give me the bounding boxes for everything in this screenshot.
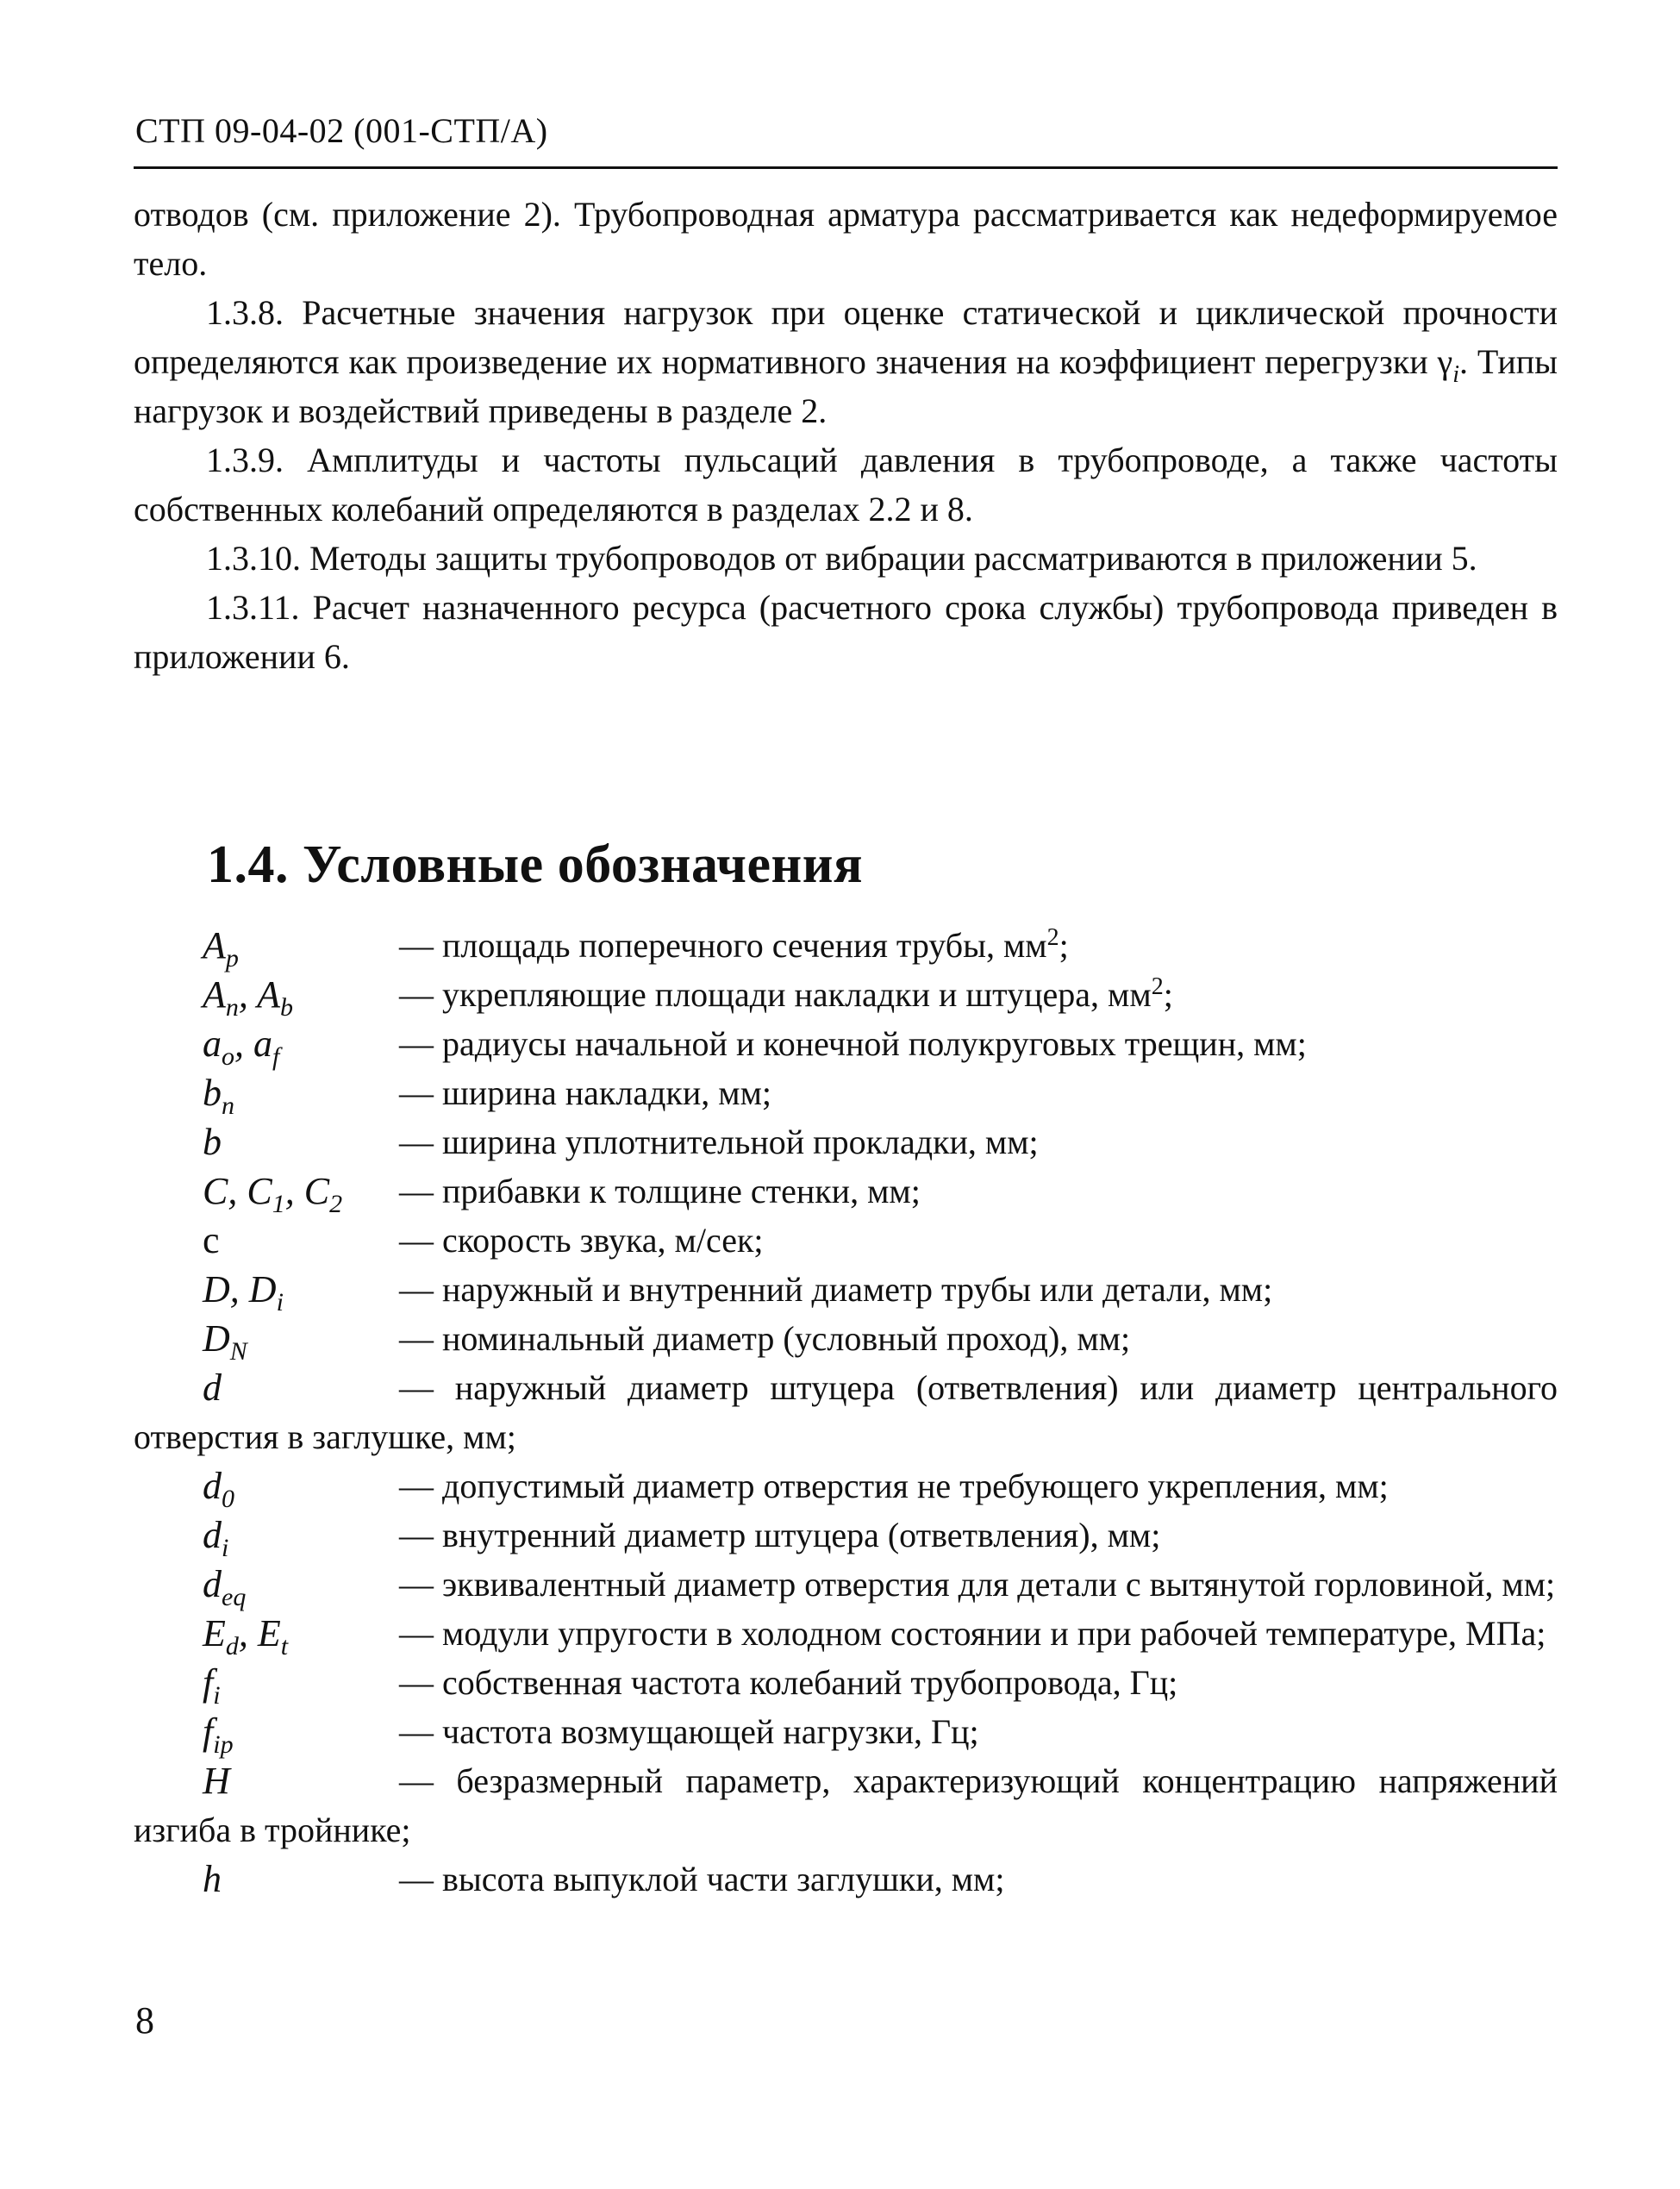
symbol-main: d bbox=[203, 1465, 222, 1507]
symbol-main: a bbox=[203, 1023, 222, 1065]
header-rule bbox=[134, 166, 1558, 169]
definition-item bbox=[134, 1510, 1558, 1560]
definition-symbol bbox=[203, 921, 239, 973]
symbol-main: d bbox=[203, 1514, 222, 1556]
definition-description bbox=[399, 975, 1173, 1014]
definition-item bbox=[134, 1707, 1558, 1759]
definition-symbol bbox=[203, 1707, 234, 1759]
definition-item bbox=[134, 1461, 1558, 1513]
definition-symbol bbox=[203, 1609, 289, 1661]
definition-description: — высота выпуклой части заглушки, мм; bbox=[399, 1860, 1005, 1898]
page-number: 8 bbox=[135, 1999, 154, 2042]
paragraph-1-3-11: 1.3.11. Расчет назначенного ресурса (расчетного срока службы) трубопровода приведен в приложении 6. bbox=[134, 588, 1558, 676]
definition-item bbox=[134, 1560, 1558, 1609]
section-title: 1.4. Условные обозначения bbox=[207, 835, 864, 894]
definition-symbol bbox=[203, 1363, 222, 1412]
unit-superscript: 2 bbox=[1151, 973, 1164, 1000]
definition-symbol bbox=[203, 1166, 342, 1216]
running-header: СТП 09-04-02 (001-СТП/А) bbox=[135, 111, 548, 150]
symbol-main: C, C bbox=[203, 1170, 272, 1212]
definition-item bbox=[134, 970, 1558, 1022]
definition-description: — прибавки к толщине стенки, мм; bbox=[399, 1172, 921, 1210]
symbol-subscript: ip bbox=[213, 1730, 234, 1759]
definition-item bbox=[134, 1314, 1558, 1366]
paragraph-1-3-10: 1.3.10. Методы защиты трубопроводов от вибрации рассматриваются в приложении 5. bbox=[206, 539, 1477, 578]
definition-description: — ширина уплотнительной прокладки, мм; bbox=[399, 1123, 1039, 1161]
definition-item bbox=[134, 1265, 1558, 1317]
definition-symbol bbox=[203, 1314, 247, 1366]
definition-item bbox=[134, 1363, 1558, 1461]
definition-description: — радиусы начальной и конечной полукруговых трещин, мм; bbox=[399, 1024, 1307, 1063]
symbol-subscript: 1 bbox=[272, 1190, 285, 1218]
symbol-main: H bbox=[203, 1760, 230, 1802]
symbol-subscript: p bbox=[225, 944, 239, 973]
symbol-subscript: N bbox=[229, 1337, 247, 1366]
symbol-subscript-2: t bbox=[280, 1632, 289, 1661]
definition-description: — номинальный диаметр (условный проход), мм; bbox=[399, 1319, 1131, 1358]
symbol-subscript: i bbox=[276, 1288, 284, 1317]
symbol-separator: , E bbox=[238, 1612, 281, 1654]
paragraph-continuation: отводов (см. приложение 2). Трубопроводная арматура рассматривается как недеформируемое тело. bbox=[134, 195, 1558, 283]
symbol-subscript: n bbox=[225, 993, 239, 1022]
symbol-main: f bbox=[203, 1661, 214, 1704]
symbol-main: b bbox=[203, 1121, 222, 1163]
definition-symbol bbox=[203, 1117, 222, 1166]
definition-item bbox=[134, 1658, 1558, 1710]
definition-description: — собственная частота колебаний трубопровода, Гц; bbox=[399, 1663, 1178, 1702]
definition-description: — наружный и внутренний диаметр трубы или детали, мм; bbox=[399, 1270, 1273, 1309]
symbol-main: E bbox=[203, 1612, 226, 1654]
definition-symbol bbox=[203, 1658, 221, 1710]
definition-symbol bbox=[203, 1461, 234, 1513]
symbol-subscript-2: 2 bbox=[329, 1190, 343, 1218]
definition-symbol bbox=[203, 1019, 280, 1071]
definition-symbol bbox=[203, 1510, 228, 1560]
description-end: ; bbox=[1163, 975, 1173, 1014]
definitions-list bbox=[134, 921, 1558, 1904]
symbol-main: D, D bbox=[203, 1268, 277, 1310]
symbol-separator: , A bbox=[238, 973, 280, 1016]
symbol-main: D bbox=[203, 1317, 230, 1360]
symbol-main: h bbox=[203, 1858, 222, 1900]
symbol-separator: , C bbox=[284, 1170, 330, 1212]
gamma-subscript: i bbox=[1452, 361, 1459, 388]
definition-item bbox=[134, 921, 1558, 973]
symbol-subscript: n bbox=[222, 1091, 234, 1120]
definition-item bbox=[134, 1609, 1558, 1661]
paragraph-text-end: . Типы нагрузок и воздействий приведены в разделе 2. bbox=[134, 342, 1558, 430]
definition-symbol bbox=[203, 1560, 246, 1609]
definition-description bbox=[399, 926, 1069, 965]
description-end: ; bbox=[1059, 926, 1069, 965]
symbol-subscript-2: f bbox=[272, 1042, 280, 1071]
definition-description: — эквивалентный диаметр отверстия для детали с вытянутой горловиной, мм; bbox=[399, 1565, 1556, 1604]
definition-symbol bbox=[203, 1068, 234, 1120]
symbol-main: c bbox=[203, 1219, 220, 1261]
symbol-main: A bbox=[203, 973, 226, 1016]
definition-symbol bbox=[203, 1854, 222, 1904]
definition-item bbox=[134, 1068, 1558, 1120]
definition-item bbox=[134, 1166, 1558, 1216]
definition-description: — безразмерный параметр, характеризующий концентрацию напряжений изгиба в тройнике; bbox=[134, 1761, 1558, 1849]
symbol-subscript: o bbox=[222, 1042, 234, 1071]
symbol-subscript: 0 bbox=[222, 1485, 234, 1513]
definition-description: — допустимый диаметр отверстия не требующего укрепления, мм; bbox=[399, 1467, 1389, 1505]
symbol-main: d bbox=[203, 1563, 222, 1605]
symbol-subscript: d bbox=[225, 1632, 239, 1661]
description-text: — укрепляющие площади накладки и штуцера, мм bbox=[399, 975, 1152, 1014]
symbol-main: b bbox=[203, 1072, 222, 1114]
symbol-separator: , a bbox=[234, 1023, 272, 1065]
description-text: — площадь поперечного сечения трубы, мм bbox=[399, 926, 1047, 965]
symbol-main: f bbox=[203, 1711, 214, 1753]
definition-item bbox=[134, 1117, 1558, 1166]
body-text bbox=[134, 190, 1558, 681]
symbol-main: d bbox=[203, 1367, 222, 1409]
definition-symbol bbox=[203, 1265, 284, 1317]
definition-description: — внутренний диаметр штуцера (ответвления), мм; bbox=[399, 1516, 1161, 1554]
definition-description: — ширина накладки, мм; bbox=[399, 1073, 772, 1112]
definition-item bbox=[134, 1019, 1558, 1071]
symbol-subscript: i bbox=[213, 1681, 221, 1710]
definition-symbol bbox=[203, 1216, 220, 1265]
paragraph-1-3-8 bbox=[134, 288, 1558, 435]
symbol-subscript-2: b bbox=[279, 993, 293, 1022]
symbol-main: A bbox=[203, 924, 226, 966]
definition-symbol bbox=[203, 1756, 230, 1805]
definition-description: — частота возмущающей нагрузки, Гц; bbox=[399, 1712, 979, 1751]
definition-symbol bbox=[203, 970, 293, 1022]
unit-superscript: 2 bbox=[1046, 924, 1059, 951]
definition-item bbox=[134, 1216, 1558, 1265]
definition-item bbox=[134, 1756, 1558, 1854]
paragraph-text: 1.3.8. Расчетные значения нагрузок при оценке статической и циклической прочности определяются как произведение их нормативного значения на коэффициент перегрузки γ bbox=[134, 293, 1558, 381]
symbol-subscript: eq bbox=[222, 1583, 247, 1611]
definition-item bbox=[134, 1854, 1558, 1904]
definition-description: — модули упругости в холодном состоянии и при рабочей температуре, МПа; bbox=[399, 1614, 1546, 1653]
paragraph-1-3-9: 1.3.9. Амплитуды и частоты пульсаций давления в трубопроводе, а также частоты собственных колебаний определяются в разделах 2.2 и 8. bbox=[134, 441, 1558, 528]
symbol-subscript: i bbox=[222, 1534, 229, 1562]
definition-description: — скорость звука, м/сек; bbox=[399, 1221, 764, 1260]
definition-description: — наружный диаметр штуцера (ответвления) или диаметр центрального отверстия в заглушке, мм; bbox=[134, 1368, 1558, 1456]
